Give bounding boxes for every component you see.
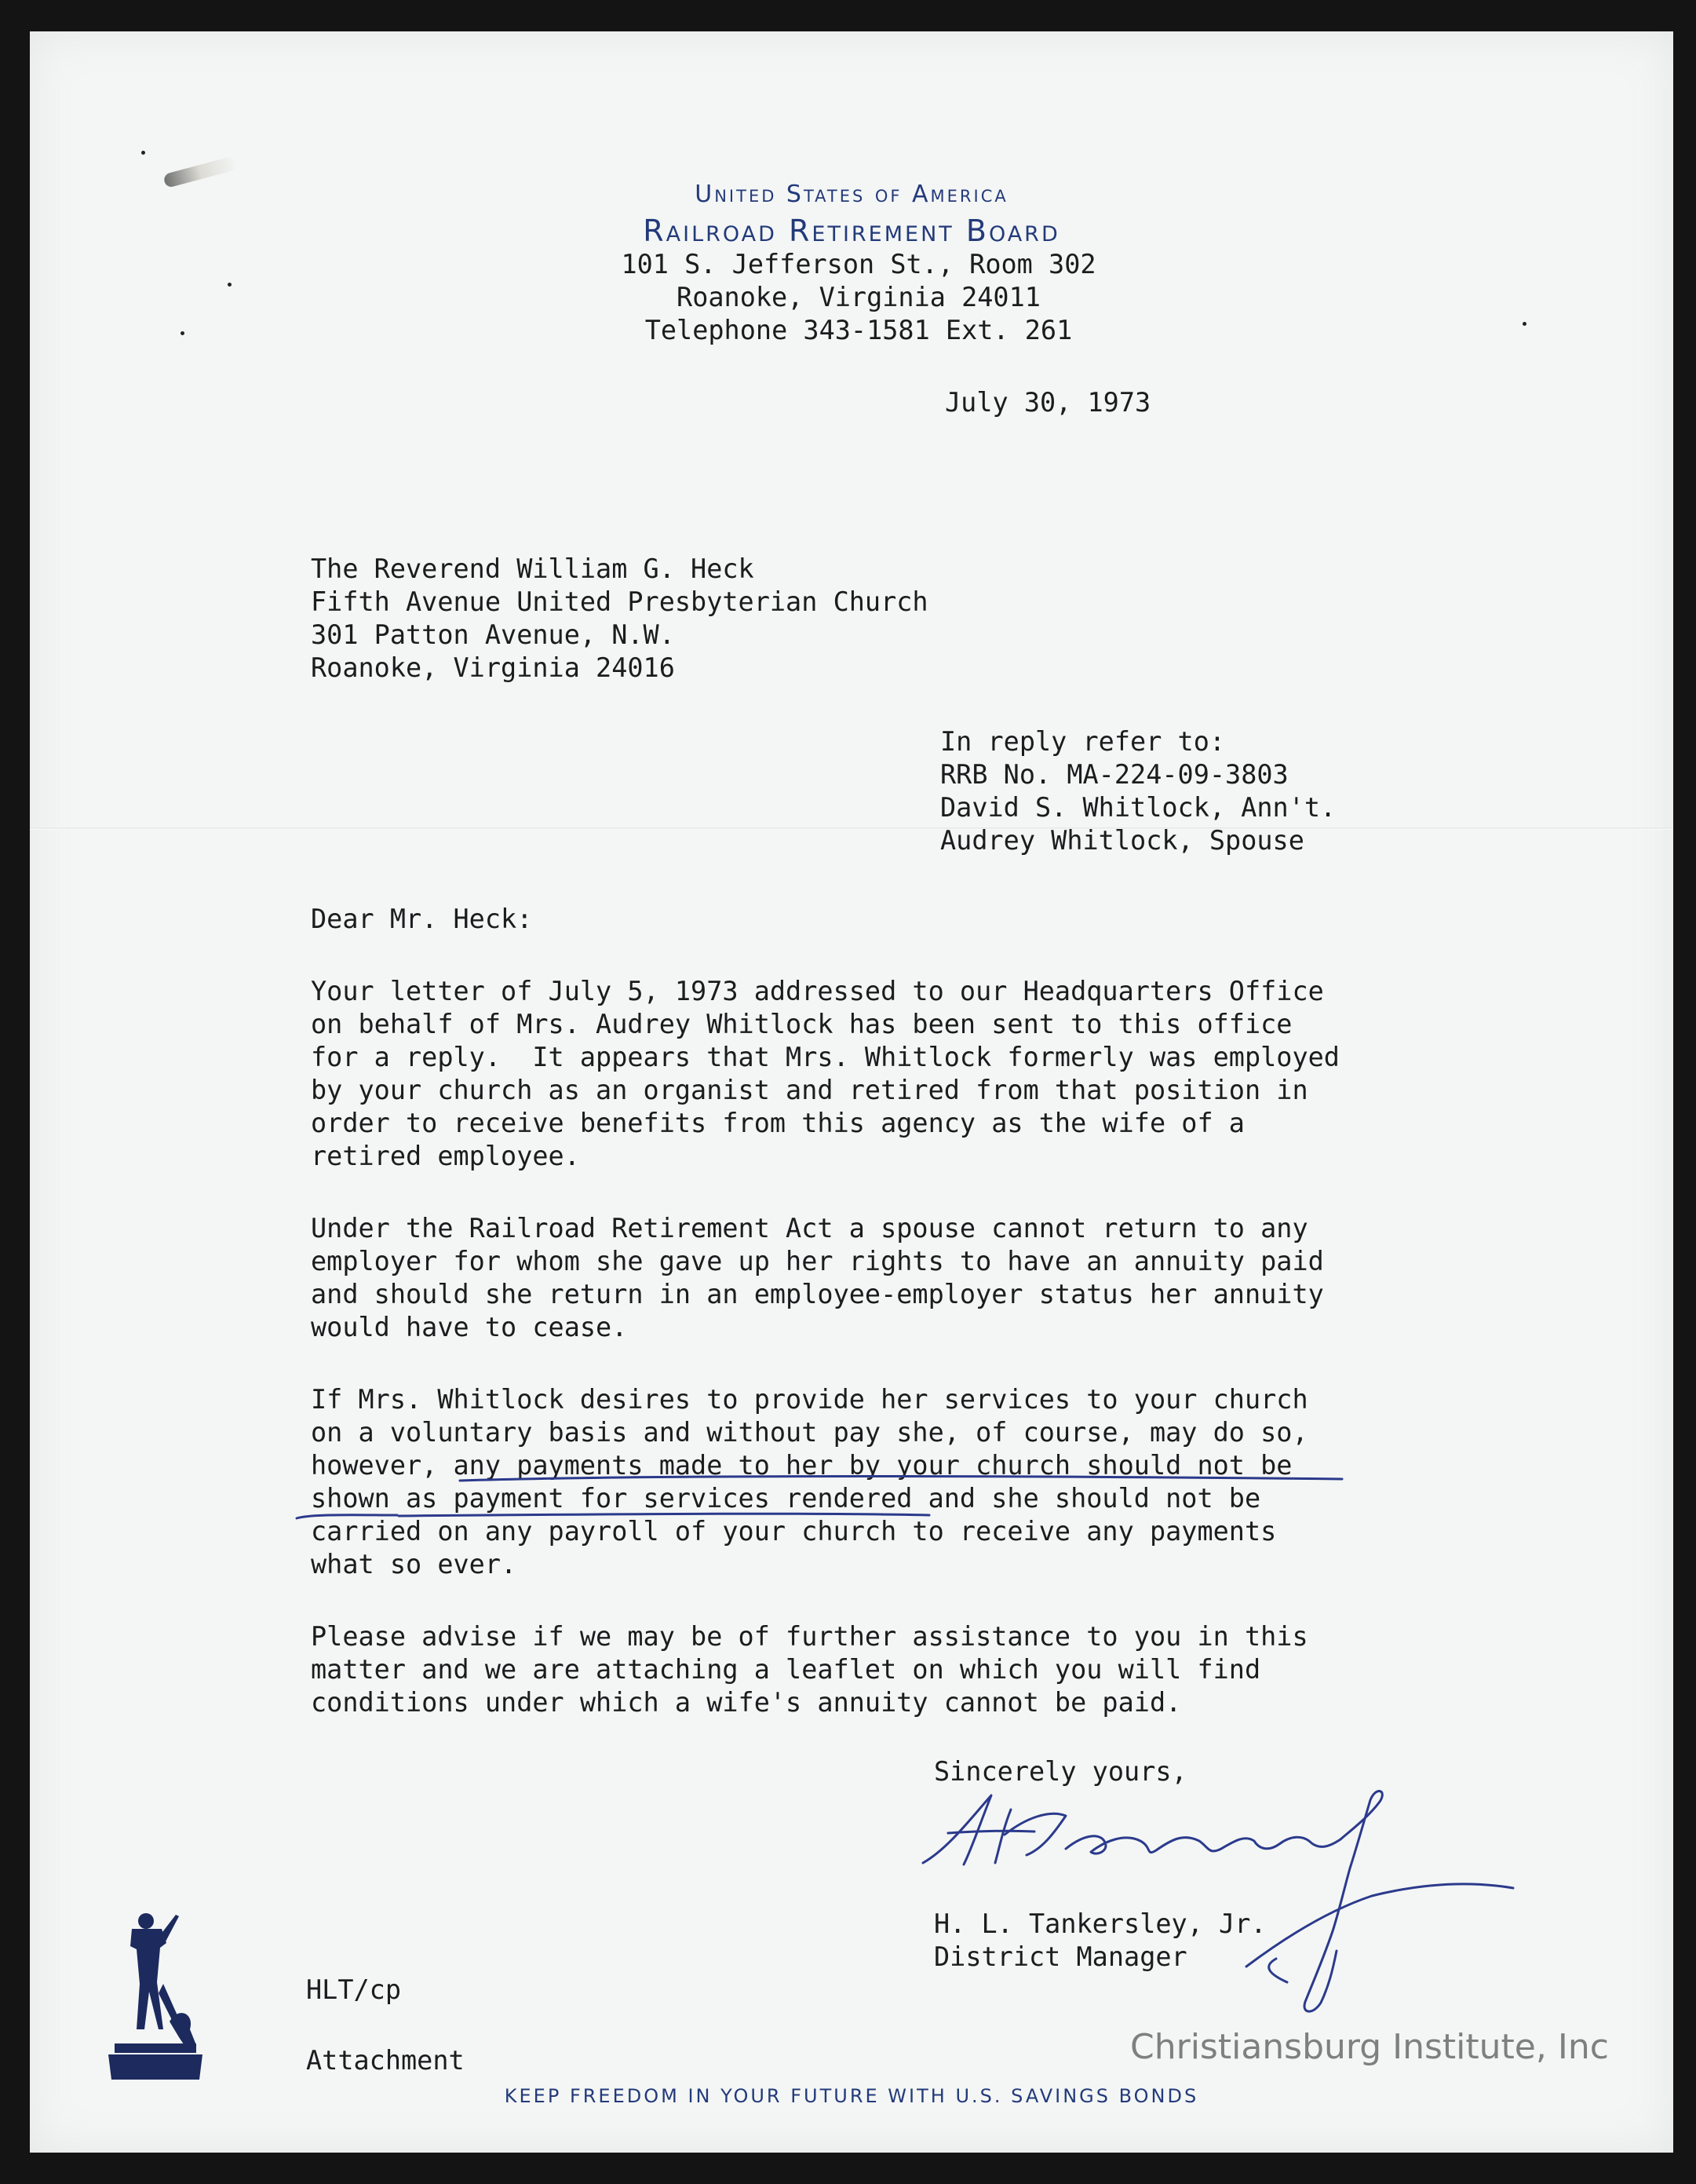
- recipient-line: Fifth Avenue United Presbyterian Church: [311, 586, 928, 617]
- reference-line: RRB No. MA-224-09-3803: [940, 759, 1289, 790]
- reference-line: David S. Whitlock, Ann't.: [940, 792, 1337, 823]
- footer-slogan: KEEP FREEDOM IN YOUR FUTURE WITH U.S. SAVINGS BONDS: [504, 2085, 1199, 2107]
- minuteman-statue-icon: [108, 1912, 202, 2084]
- recipient-line: 301 Patton Avenue, N.W.: [311, 619, 675, 650]
- body-line: matter and we are attaching a leaflet on which you will find: [311, 1654, 1261, 1685]
- salutation: Dear Mr. Heck:: [311, 904, 533, 934]
- body-line: If Mrs. Whitlock desires to provide her services to your church: [311, 1384, 1308, 1415]
- letterhead-country: United States of America: [695, 181, 1008, 208]
- body-line: conditions under which a wife's annuity cannot be paid.: [311, 1687, 1182, 1718]
- reference-line: In reply refer to:: [940, 726, 1226, 757]
- body-line: shown as payment for services rendered and she should not be: [311, 1483, 1261, 1514]
- body-line: employer for whom she gave up her rights to have an annuity paid: [311, 1246, 1324, 1276]
- body-line: order to receive benefits from this agency as the wife of a: [311, 1108, 1245, 1138]
- archive-watermark: Christiansburg Institute, Inc: [1130, 2027, 1609, 2067]
- body-line: for a reply. It appears that Mrs. Whitlock formerly was employed: [311, 1042, 1340, 1072]
- body-line: retired employee.: [311, 1141, 580, 1171]
- body-line: however, any payments made to her by your church should not be: [311, 1450, 1293, 1481]
- letterhead-phone: Telephone 343-1581 Ext. 261: [644, 315, 1073, 345]
- body-line: on a voluntary basis and without pay she, of course, may do so,: [311, 1417, 1308, 1448]
- letterhead-city: Roanoke, Virginia 24011: [677, 282, 1041, 312]
- body-line: Please advise if we may be of further assistance to you in this: [311, 1621, 1308, 1652]
- body-line: and should she return in an employee-employer status her annuity: [311, 1279, 1324, 1309]
- handwritten-signature: [917, 1786, 1545, 2021]
- recipient-line: Roanoke, Virginia 24016: [311, 652, 675, 683]
- closing: Sincerely yours,: [934, 1756, 1187, 1787]
- typist-initials: HLT/cp: [306, 1974, 402, 2005]
- letter-date: July 30, 1973: [945, 387, 1151, 418]
- body-line: what so ever.: [311, 1549, 517, 1580]
- letter-page: [30, 31, 1673, 2153]
- body-line: by your church as an organist and retired from that position in: [311, 1075, 1308, 1105]
- signer-title: District Manager: [934, 1941, 1187, 1972]
- letterhead-agency: Railroad Retirement Board: [643, 214, 1060, 248]
- body-line: carried on any payroll of your church to receive any payments: [311, 1516, 1277, 1547]
- body-line: would have to cease.: [311, 1312, 628, 1342]
- letterhead-street: 101 S. Jefferson St., Room 302: [621, 249, 1096, 279]
- enclosure-note: Attachment: [306, 2045, 465, 2076]
- body-line: Your letter of July 5, 1973 addressed to our Headquarters Office: [311, 976, 1324, 1006]
- body-line: Under the Railroad Retirement Act a spouse cannot return to any: [311, 1213, 1308, 1244]
- body-line: on behalf of Mrs. Audrey Whitlock has been sent to this office: [311, 1009, 1293, 1039]
- recipient-line: The Reverend William G. Heck: [311, 553, 754, 584]
- reference-line: Audrey Whitlock, Spouse: [940, 825, 1304, 856]
- signer-name: H. L. Tankersley, Jr.: [934, 1908, 1267, 1939]
